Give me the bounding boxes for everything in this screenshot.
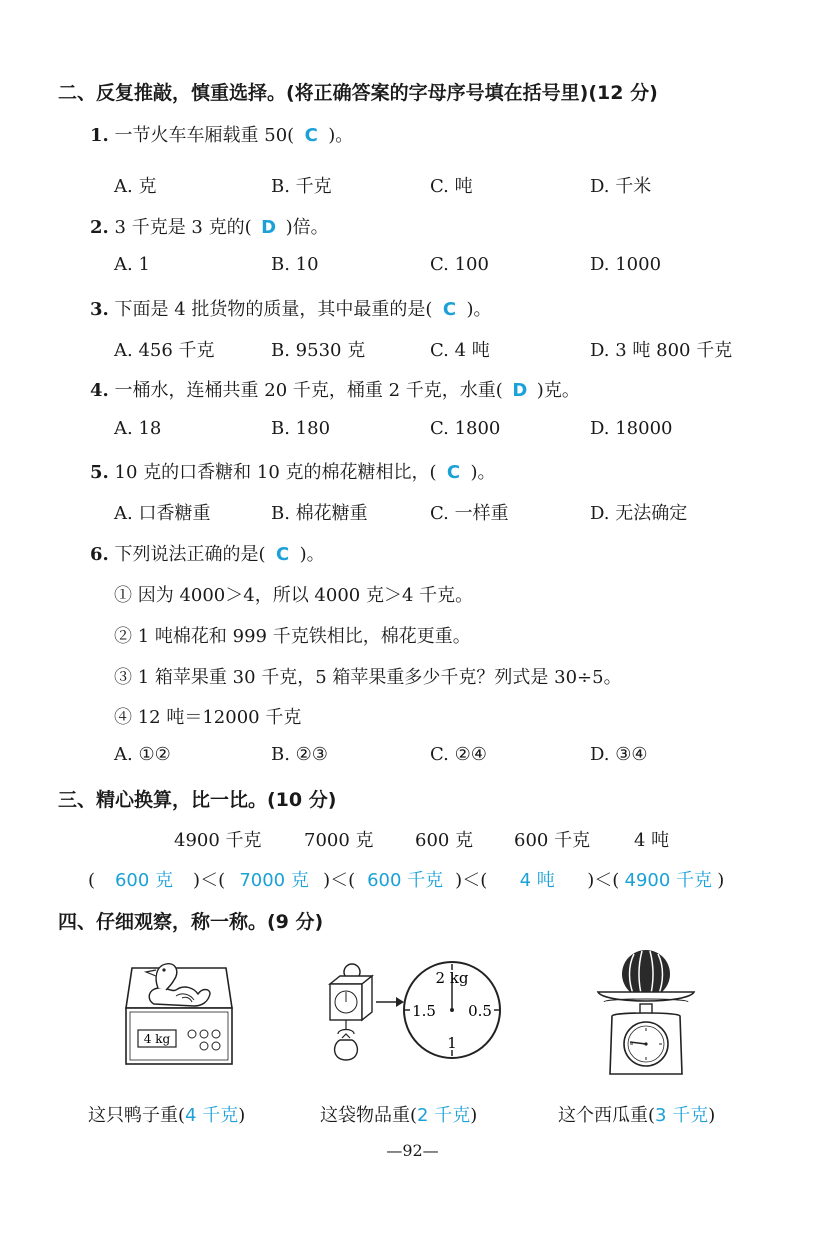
caption-text: 这袋物品重( <box>320 1105 418 1126</box>
question-text-end: )。 <box>470 462 496 483</box>
caption-text-end: ) <box>470 1105 478 1126</box>
close-paren: ) <box>323 870 331 891</box>
answer-4: D <box>512 380 528 401</box>
open-paren: ( <box>88 870 96 891</box>
section4-title: 四、仔细观察，称一称。(9 分) <box>58 911 324 933</box>
question-3 <box>90 295 491 321</box>
question-text-end: )。 <box>299 544 325 565</box>
question-number: 5. <box>90 462 109 483</box>
conversion-item-2: 7000 克 <box>304 830 374 851</box>
option-3c: C. 4 吨 <box>430 340 490 361</box>
option-5c: C. 一样重 <box>430 503 509 524</box>
scale-display-text: 4 kg <box>143 1032 171 1046</box>
question-4 <box>90 376 580 402</box>
question-number: 1. <box>90 125 109 146</box>
caption-duck <box>88 1101 245 1127</box>
question-text-end: )。 <box>466 299 492 320</box>
conversion-item-4: 600 千克 <box>514 830 591 851</box>
option-1d: D. 千米 <box>590 176 652 197</box>
option-3b: B. 9530 克 <box>271 340 366 361</box>
digital-scale <box>126 968 232 1064</box>
option-3d: D. 3 吨 800 千克 <box>590 340 733 361</box>
open-paren: ( <box>218 870 226 891</box>
question-text: 下列说法正确的是( <box>114 544 266 565</box>
option-4a: A. 18 <box>114 418 162 439</box>
answer-2: D <box>261 217 277 238</box>
question-number: 3. <box>90 299 109 320</box>
answer-1: C <box>304 125 318 146</box>
watermelon-icon <box>622 950 670 998</box>
answer-3: C <box>442 299 457 320</box>
question-6 <box>90 540 325 566</box>
option-5d: D. 无法确定 <box>590 503 688 524</box>
question-text: 一桶水，连桶共重 20 千克，桶重 2 千克，水重( <box>114 380 503 401</box>
open-paren: ( <box>480 870 488 891</box>
dial-label-top: 2 kg <box>435 969 469 987</box>
question-1 <box>90 121 353 147</box>
question-2 <box>90 213 329 239</box>
less-than: ＜ <box>330 870 349 891</box>
watermelon-scale-illustration <box>594 946 698 1082</box>
question-text: 3 千克是 3 克的( <box>114 217 252 238</box>
statement-3: ③ 1 箱苹果重 30 千克，5 箱苹果重多少千克？列式是 30÷5。 <box>114 667 622 688</box>
option-4d: D. 18000 <box>590 418 673 439</box>
option-1a: A. 克 <box>114 176 157 197</box>
caption-watermelon <box>558 1101 715 1127</box>
page-number: —92— <box>386 1141 439 1160</box>
option-4b: B. 180 <box>271 418 331 439</box>
less-than: ＜ <box>200 870 219 891</box>
option-1c: C. 吨 <box>430 176 473 197</box>
platform-scale <box>598 992 694 1074</box>
statement-2: ② 1 吨棉花和 999 千克铁相比，棉花更重。 <box>114 626 471 647</box>
caption-text-end: ) <box>238 1105 246 1126</box>
option-1b: B. 千克 <box>271 176 332 197</box>
close-paren: ) <box>717 870 725 891</box>
question-number: 4. <box>90 380 109 401</box>
question-text: 10 克的口香糖和 10 克的棉花糖相比，( <box>114 462 437 483</box>
question-text-end: )克。 <box>536 380 580 401</box>
option-4c: C. 1800 <box>430 418 501 439</box>
question-number: 2. <box>90 217 109 238</box>
answer-6: C <box>275 544 290 565</box>
option-2d: D. 1000 <box>590 254 662 275</box>
less-than: ＜ <box>462 870 481 891</box>
scale-dial <box>404 962 500 1058</box>
caption-answer: 3 千克 <box>655 1105 709 1126</box>
section2-title: 二、反复推敲，慎重选择。(将正确答案的字母序号填在括号里)(12 分) <box>58 82 658 104</box>
arrow-right-icon <box>376 997 404 1007</box>
option-6a: A. ①② <box>114 744 171 765</box>
answer-slot-1: 600 克 <box>114 870 174 891</box>
caption-text: 这个西瓜重( <box>558 1105 656 1126</box>
option-3a: A. 456 千克 <box>114 340 215 361</box>
dial-label-right: 0.5 <box>468 1002 492 1020</box>
answer-5: C <box>446 462 461 483</box>
option-2b: B. 10 <box>271 254 319 275</box>
bag-icon <box>335 1034 358 1060</box>
answer-slot-5: 4900 千克 <box>624 870 713 891</box>
question-text-end: )。 <box>328 125 354 146</box>
question-number: 6. <box>90 544 109 565</box>
duck-scale-illustration <box>118 948 236 1076</box>
section3-title: 三、精心换算，比一比。(10 分) <box>58 789 337 811</box>
option-2a: A. 1 <box>114 254 150 275</box>
question-text-end: )倍。 <box>285 217 329 238</box>
close-paren: ) <box>193 870 201 891</box>
open-paren: ( <box>348 870 356 891</box>
caption-bag <box>320 1101 477 1127</box>
option-6d: D. ③④ <box>590 744 648 765</box>
close-paren: ) <box>587 870 595 891</box>
conversion-item-3: 600 克 <box>415 830 474 851</box>
answer-slot-4: 4 吨 <box>519 870 555 891</box>
option-5a: A. 口香糖重 <box>114 503 211 524</box>
dial-label-bottom: 1 <box>447 1034 457 1052</box>
conversion-item-1: 4900 千克 <box>174 830 262 851</box>
statement-4: ④ 12 吨＝12000 千克 <box>114 707 302 728</box>
open-paren: ( <box>612 870 620 891</box>
option-6c: C. ②④ <box>430 744 487 765</box>
question-text: 一节火车车厢载重 50( <box>114 125 295 146</box>
dial-label-left: 1.5 <box>412 1002 436 1020</box>
question-text: 下面是 4 批货物的质量，其中最重的是( <box>114 299 433 320</box>
spring-scale <box>330 964 372 1034</box>
spring-scale-illustration <box>318 956 506 1074</box>
option-2c: C. 100 <box>430 254 489 275</box>
conversion-item-5: 4 吨 <box>634 830 670 851</box>
comparison-row <box>88 866 724 892</box>
caption-text: 这只鸭子重( <box>88 1105 186 1126</box>
caption-answer: 2 千克 <box>417 1105 471 1126</box>
caption-answer: 4 千克 <box>185 1105 239 1126</box>
answer-slot-3: 600 千克 <box>367 870 444 891</box>
answer-slot-2: 7000 克 <box>239 870 309 891</box>
caption-text-end: ) <box>708 1105 716 1126</box>
close-paren: ) <box>455 870 463 891</box>
question-5 <box>90 458 496 484</box>
option-5b: B. 棉花糖重 <box>271 503 368 524</box>
statement-1: ① 因为 4000＞4，所以 4000 克＞4 千克。 <box>114 585 474 606</box>
option-6b: B. ②③ <box>271 744 328 765</box>
less-than: ＜ <box>594 870 613 891</box>
